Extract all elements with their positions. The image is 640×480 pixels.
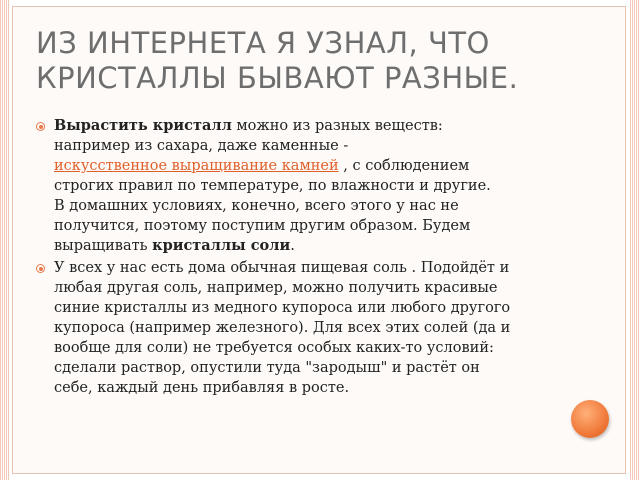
bullet-icon — [36, 264, 45, 273]
stone-growing-link[interactable]: искусственное выращивание камней — [54, 158, 339, 174]
bullet-item-1 — [36, 116, 556, 256]
bullet2-line-4: купороса (например железного). Для всех этих солей (да и — [54, 320, 511, 336]
bullet1-line-1 — [54, 116, 556, 136]
bullet2-line-3: синие кристаллы из медного купороса или любого другого — [54, 300, 511, 316]
bullet1-line-2: например из сахара, даже каменные - — [54, 138, 349, 154]
bold-lead: Вырастить кристалл — [54, 117, 232, 134]
bold-tail: кристаллы соли — [152, 237, 291, 254]
bullet2-line-1: У всех у нас есть дома обычная пищевая соль . Подойдёт и — [54, 260, 510, 276]
bullet1-line-4: строгих правил по температуре, по влажности и другие. — [54, 178, 491, 194]
bullet1-text-2: , с соблюдением — [338, 158, 470, 174]
bullet1-text-1a: можно из разных веществ: — [231, 118, 443, 134]
bullet1-line-6: получится, поэтому поступим другим образом. Будем — [54, 218, 471, 234]
slide-content — [36, 116, 556, 400]
bullet2-line-2: любая другая соль, например, можно получить красивые — [54, 280, 498, 296]
bullet2-line-5: вообще для соли) не требуется особых каких-то условий: — [54, 340, 494, 356]
bullet-icon — [36, 122, 45, 131]
title-line-1: ИЗ ИНТЕРНЕТА Я УЗНАЛ, ЧТО — [36, 26, 490, 60]
bullet2-line-7: себе, каждый день прибавляя в росте. — [54, 380, 350, 396]
right-stripe-decoration — [630, 0, 640, 480]
left-stripe-decoration — [0, 0, 10, 480]
bullet1-text-6a: выращивать — [54, 238, 153, 254]
bullet2-line-6: сделали раствор, опустили туда "зародыш" и растёт он — [54, 360, 480, 376]
slide-title — [36, 26, 596, 96]
bullet1-line-3 — [54, 156, 556, 176]
bullet1-line-7 — [54, 236, 556, 256]
bullet1-line-5: В домашних условиях, конечно, всего этого у нас не — [54, 198, 459, 214]
bullet1-text-6b: . — [290, 238, 295, 254]
orange-circle-icon — [571, 400, 609, 438]
bullet-item-2 — [36, 258, 556, 398]
title-line-2: КРИСТАЛЛЫ БЫВАЮТ РАЗНЫЕ. — [36, 61, 519, 95]
